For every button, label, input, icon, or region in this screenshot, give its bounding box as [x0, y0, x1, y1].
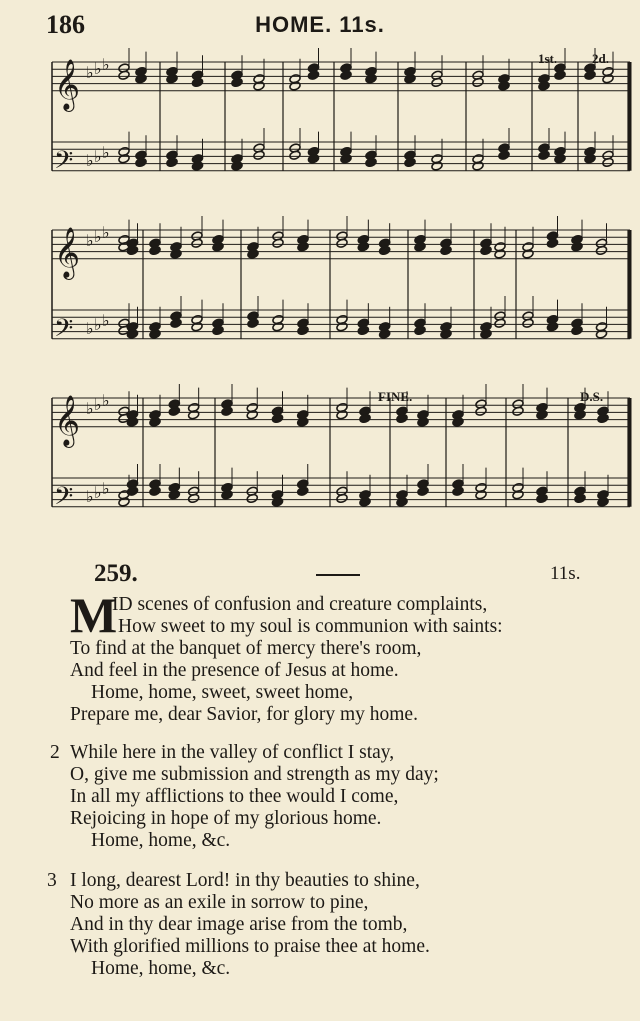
- flat-sign-icon: ♭: [86, 401, 94, 418]
- verse-line: O, give me submission and strength as my day;: [70, 764, 439, 785]
- flat-sign-icon: ♭: [94, 397, 102, 414]
- verse-line: How sweet to my soul is communion with saints:: [118, 616, 503, 637]
- drop-cap: M: [70, 587, 118, 643]
- verse-line: To find at the banquet of mercy there's room,: [70, 638, 422, 659]
- flat-sign-icon: ♭: [86, 153, 94, 170]
- verse-line: ID scenes of confusion and creature complaints,: [112, 594, 488, 615]
- flat-sign-icon: ♭: [102, 145, 110, 162]
- second-ending-label: 2d.: [592, 51, 609, 66]
- treble-clef-icon: 𝄞: [54, 58, 81, 110]
- verse-line: Rejoicing in hope of my glorious home.: [70, 808, 382, 829]
- verse-line: Home, home, sweet, sweet home,: [91, 682, 354, 703]
- page-number: 186: [46, 10, 85, 39]
- verse-3: [70, 870, 430, 980]
- verse-line: In all my afflictions to thee would I come,: [70, 786, 399, 807]
- verse-line: And feel in the presence of Jesus at home.: [70, 660, 399, 681]
- flat-sign-icon: ♭: [86, 65, 94, 82]
- bass-clef-icon: 𝄢: [54, 313, 74, 349]
- flat-sign-icon: ♭: [102, 225, 110, 242]
- verse-2: [70, 742, 439, 852]
- verse-number: 3: [47, 870, 57, 891]
- verse-line: With glorified millions to praise thee at home.: [70, 936, 430, 957]
- verse-1: [70, 594, 503, 726]
- flat-sign-icon: ♭: [86, 489, 94, 506]
- verse-line: No more as an exile in sorrow to pine,: [70, 892, 369, 913]
- verse-number: 2: [50, 742, 60, 763]
- hymn-meter: 11s.: [550, 563, 581, 584]
- flat-sign-icon: ♭: [94, 317, 102, 334]
- verse-line: Home, home, &c.: [91, 958, 231, 979]
- flat-sign-icon: ♭: [102, 313, 110, 330]
- flat-sign-icon: ♭: [86, 233, 94, 250]
- flat-sign-icon: ♭: [102, 57, 110, 74]
- verse-line: While here in the valley of conflict I stay,: [70, 742, 395, 763]
- flat-sign-icon: ♭: [102, 481, 110, 498]
- fine-label: FINE.: [378, 389, 413, 404]
- bass-clef-icon: 𝄢: [54, 481, 74, 517]
- bass-clef-icon: 𝄢: [54, 145, 74, 181]
- flat-sign-icon: ♭: [94, 149, 102, 166]
- verse-line: Home, home, &c.: [91, 830, 231, 851]
- verse-line: And in thy dear image arise from the tomb,: [70, 914, 408, 935]
- hymn-number: 259.: [94, 560, 138, 587]
- verse-line: Prepare me, dear Savior, for glory my home.: [70, 704, 418, 725]
- flat-sign-icon: ♭: [86, 321, 94, 338]
- treble-clef-icon: 𝄞: [54, 394, 81, 446]
- flat-sign-icon: ♭: [102, 393, 110, 410]
- divider-dash: [316, 574, 360, 576]
- first-ending-label: 1st.: [538, 51, 558, 66]
- flat-sign-icon: ♭: [94, 229, 102, 246]
- treble-clef-icon: 𝄞: [54, 226, 81, 278]
- verse-line: I long, dearest Lord! in thy beauties to shine,: [70, 870, 420, 891]
- ds-label: D.S.: [580, 389, 604, 404]
- flat-sign-icon: ♭: [94, 61, 102, 78]
- tune-title: HOME. 11s.: [255, 12, 385, 37]
- flat-sign-icon: ♭: [94, 485, 102, 502]
